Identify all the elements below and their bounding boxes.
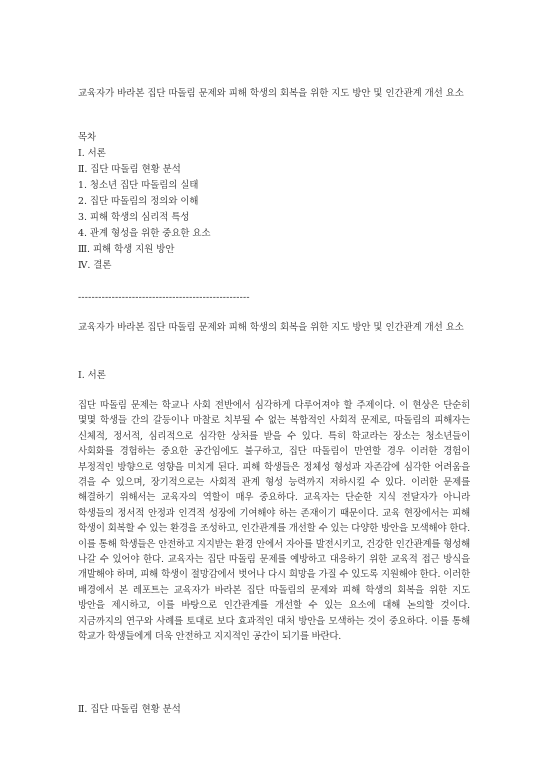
table-of-contents xyxy=(78,146,470,274)
toc-item: 3. 피해 학생의 심리적 특성 xyxy=(78,212,190,223)
introduction-body: 집단 따돌림 문제는 학교나 사회 전반에서 심각하게 다루어져야 할 주제이다. 이 현상은 단순히 몇몇 학생들 간의 갈등이나 마찰로 치부될 수 없는 복합적인 사회적 문제로, 따돌림의 피해자는 신체적, 정서적, 심리적으로 심각한 상처를 받을 수 있다. 특히 학교라는 장소는 청소년들이 사회화를 경험하는 중요한 공간임에도 불구하고, 집단 따돌림이 만연할 경우 이러한 경험이 부정적인 방향으로 영향을 미치게 된다. 피해 학생들은 정체성 형성과 자존감에 심각한 어려움을 겪을 수 있으며, 장기적으로는 사회적 관계 형성 능력까지 저하시킬 수 있다. 이러한 문제를 해결하기 위해서는 교육자의 역할이 매우 중요하다. 교육자는 단순한 지식 전달자가 아니라 학생들의 정서적 안정과 인격적 성장에 기여해야 하는 존재이기 때문이다. 교육 현장에서는 피해 학생이 회복할 수 있는 환경을 조성하고, 인간관계를 개선할 수 있는 다양한 방안을 모색해야 한다. 이를 통해 학생들은 안전하고 지지받는 환경 안에서 자아를 발전시키고, 건강한 인간관계를 형성해 나갈 수 있어야 한다. 교육자는 집단 따돌림 문제를 예방하고 대응하기 위한 교육적 접근 방식을 개발해야 하며, 피해 학생이 절망감에서 벗어나 다시 희망을 가질 수 있도록 지원해야 한다. 이러한 배경에서 본 레포트는 교육자가 바라본 집단 따돌림의 문제와 피해 학생의 회복을 위한 지도 방안을 제시하고, 이를 바탕으로 인간관계를 개선할 수 있는 요소에 대해 논의할 것이다. 지금까지의 연구와 사례를 토대로 보다 효과적인 대처 방안을 모색하는 것이 중요하다. 이를 통해 학교가 학생들에게 더욱 안전하고 지지적인 공간이 되기를 바란다. xyxy=(78,400,470,643)
toc-item: 2. 집단 따돌림의 정의와 이해 xyxy=(78,196,199,207)
document-title-repeat: 교육자가 바라본 집단 따돌림 문제와 피해 학생의 회복을 위한 지도 방안 및 인간관계 개선 요소 xyxy=(78,322,464,333)
toc-item: 1. 청소년 집단 따돌림의 실태 xyxy=(78,180,199,191)
toc-item: 4. 관계 형성을 위한 중요한 요소 xyxy=(78,228,211,239)
section-heading-analysis: Ⅱ. 집단 따돌림 현황 분석 xyxy=(78,704,181,715)
toc-item: Ⅱ. 집단 따돌림 현황 분석 xyxy=(78,164,181,175)
toc-heading: 목차 xyxy=(78,132,97,143)
section-divider: --------------------------------------------------- xyxy=(78,292,250,303)
toc-item: Ⅲ. 피해 학생 지원 방안 xyxy=(78,244,175,255)
toc-item: Ⅳ. 결론 xyxy=(78,260,112,271)
section-heading-introduction: Ⅰ. 서론 xyxy=(78,370,106,381)
document-title: 교육자가 바라본 집단 따돌림 문제와 피해 학생의 회복을 위한 지도 방안 및 인간관계 개선 요소 xyxy=(78,88,464,99)
toc-item: Ⅰ. 서론 xyxy=(78,148,106,159)
